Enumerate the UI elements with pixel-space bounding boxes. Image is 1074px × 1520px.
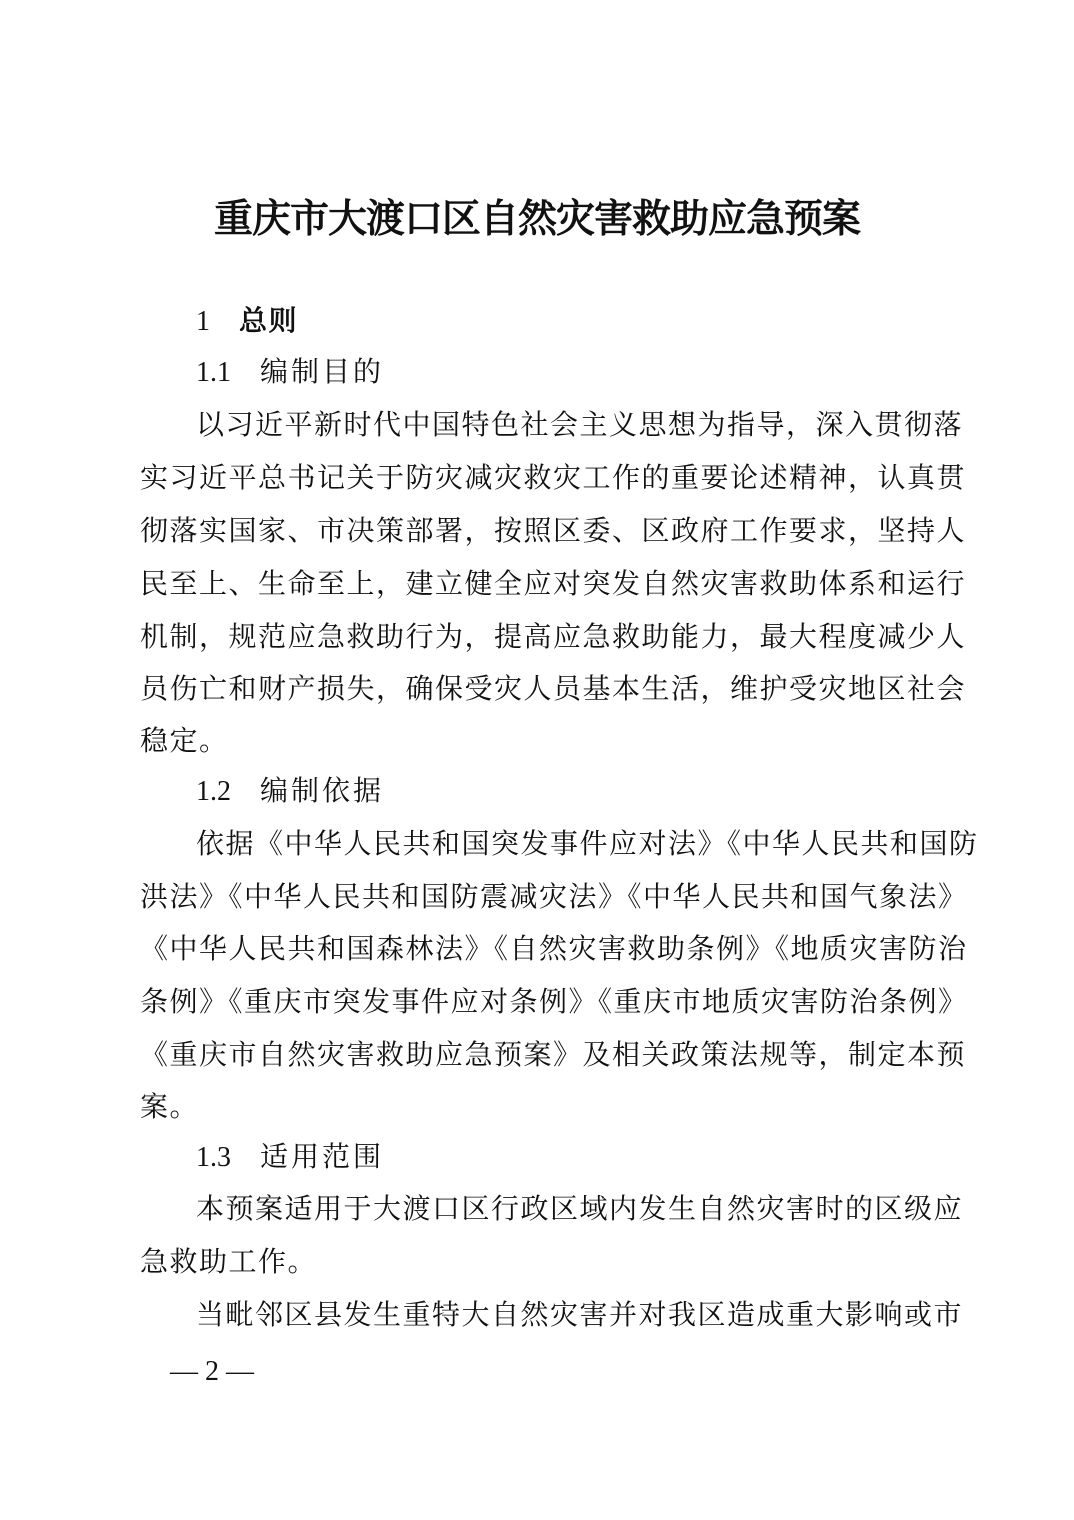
paragraph-line: 稳定。 — [140, 724, 229, 757]
section-heading-1-1 — [196, 352, 940, 392]
paragraph-line: 民至上、生命至上，建立健全应对突发自然灾害救助体系和运行 — [140, 567, 967, 600]
paragraph-line: 实习近平总书记关于防灾减灾救灾工作的重要论述精神，认真贯 — [140, 461, 967, 494]
paragraph-line: 机制，规范应急救助行为，提高应急救助能力，最大程度减少人 — [140, 620, 967, 653]
chapter-label: 总则 — [239, 304, 299, 337]
document-title: 重庆市大渡口区自然灾害救助应急预案 — [213, 197, 860, 242]
section-heading-1-3 — [196, 1137, 940, 1177]
paragraph-line: 《重庆市自然灾害救助应急预案》及相关政策法规等，制定本预 — [140, 1038, 967, 1071]
paragraph-line: 以习近平新时代中国特色社会主义思想为指导，深入贯彻落 — [196, 408, 964, 441]
chapter-heading — [196, 301, 940, 341]
paragraph-line: 案。 — [140, 1090, 200, 1123]
section-label: 编制目的 — [260, 355, 385, 388]
paragraph-line: 依据《中华人民共和国突发事件应对法》《中华人民共和国防 — [196, 827, 979, 860]
paragraph-line: 本预案适用于大渡口区行政区域内发生自然灾害时的区级应 — [196, 1192, 964, 1225]
section-number: 1.1 — [196, 357, 231, 388]
page-number: — 2 — — [170, 1356, 254, 1387]
section-number: 1.3 — [196, 1142, 231, 1173]
paragraph-line: 员伤亡和财产损失，确保受灾人员基本生活，维护受灾地区社会 — [140, 672, 967, 705]
paragraph-line: 当毗邻区县发生重特大自然灾害并对我区造成重大影响或市 — [196, 1298, 964, 1331]
section-heading-1-2 — [196, 771, 940, 811]
section-label: 编制依据 — [260, 774, 385, 807]
section-label: 适用范围 — [260, 1140, 385, 1173]
paragraph-line: 彻落实国家、市决策部署，按照区委、区政府工作要求，坚持人 — [140, 514, 967, 547]
paragraph-line: 急救助工作。 — [140, 1245, 318, 1278]
paragraph-line: 洪法》《中华人民共和国防震减灾法》《中华人民共和国气象法》 — [140, 880, 968, 913]
chapter-number: 1 — [196, 306, 210, 337]
paragraph-line: 《中华人民共和国森林法》《自然灾害救助条例》《地质灾害防治 — [140, 932, 968, 965]
section-number: 1.2 — [196, 776, 231, 807]
paragraph-line: 条例》《重庆市突发事件应对条例》《重庆市地质灾害防治条例》 — [140, 985, 968, 1018]
